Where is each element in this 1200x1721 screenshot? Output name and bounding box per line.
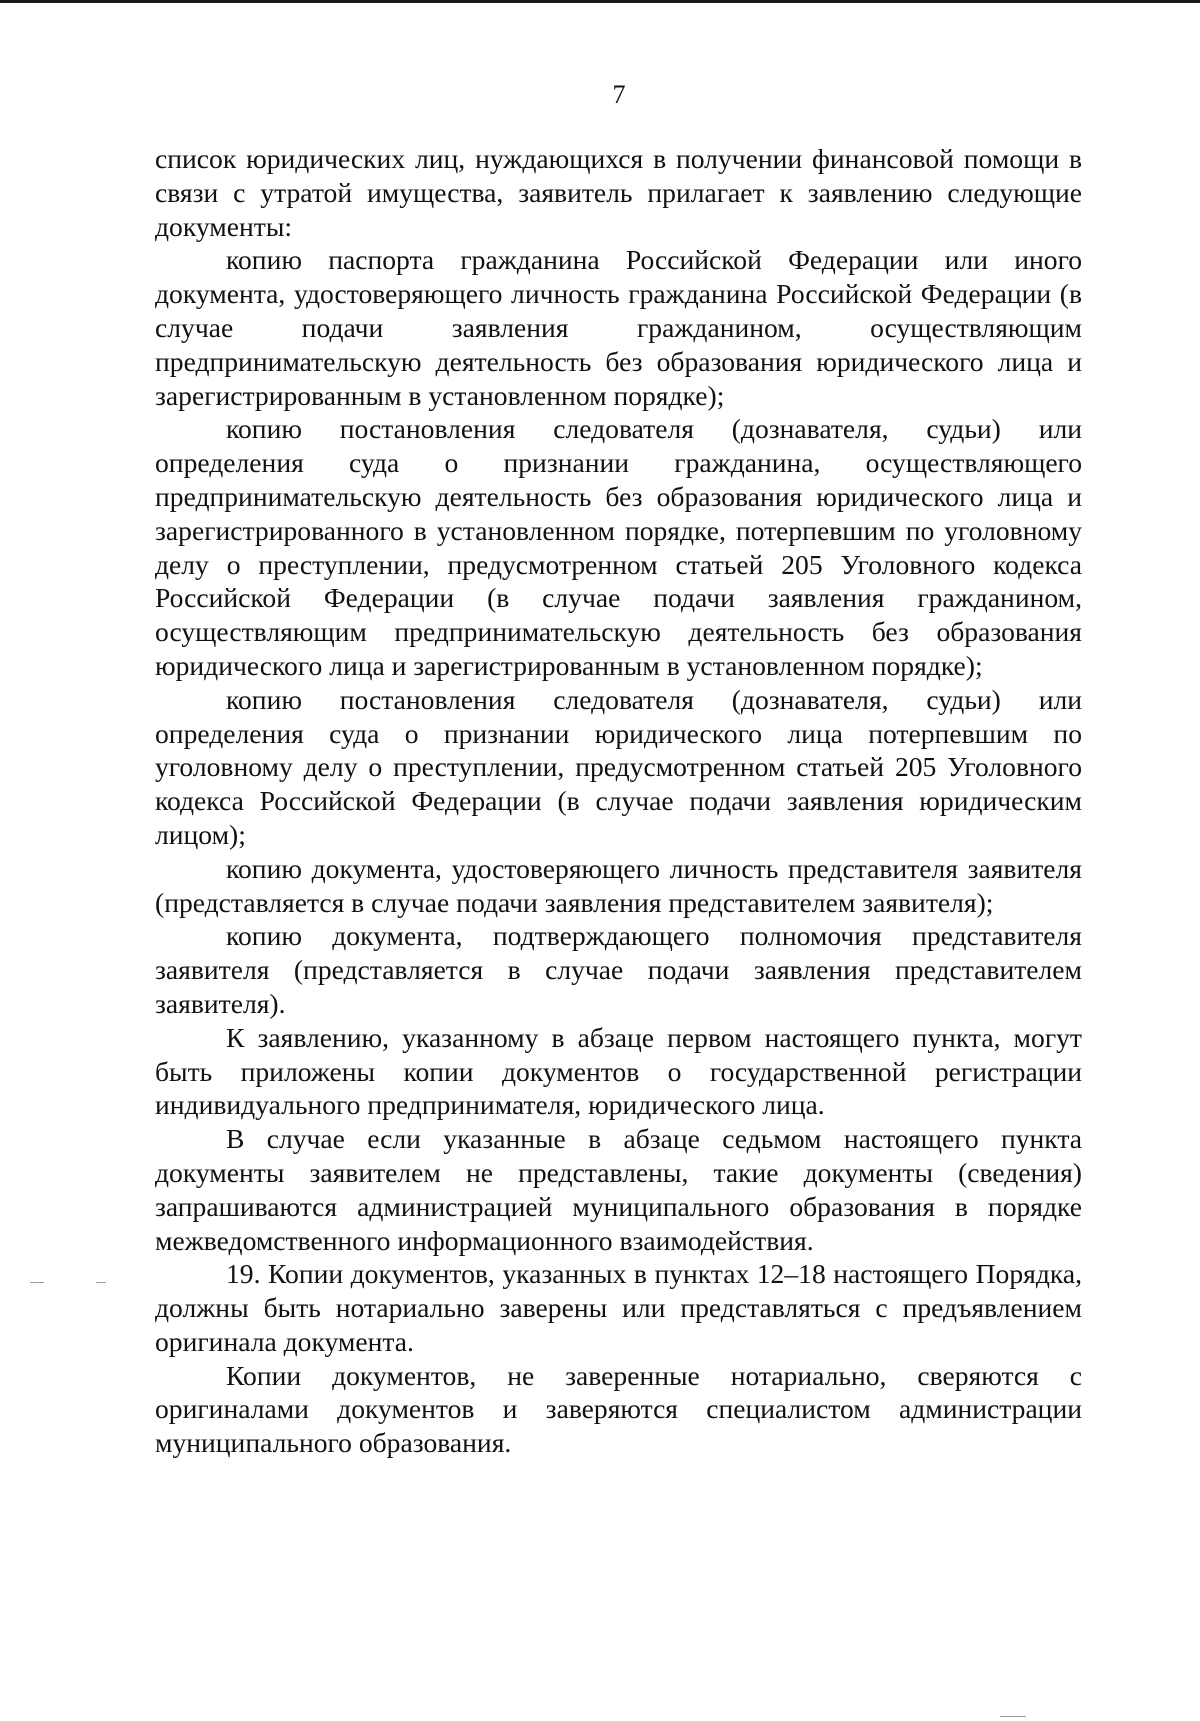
scan-speck: [30, 1282, 44, 1283]
paragraph-resolution-citizen: копию постановления следователя (дознавателя, судьи) или определения суда о признании гражданина, осуществляющего предпринимательскую деятельность без образования юридического лица и зарегистрированного в установленном порядке, потерпевшим по уголовному делу о преступлении, предусмотренном статьей 205 Уголовного кодекса Российской Федерации (в случае подачи заявления гражданином, осуществляющим предпринимательскую деятельность без образования юридического лица и зарегистрированным в установленном порядке);: [155, 413, 1082, 681]
paragraph-passport-copy: копию паспорта гражданина Российской Федерации или иного документа, удостоверяющего личность гражданина Российской Федерации (в случае подачи заявления гражданином, осуществляющим предпринимательскую деятельность без образования юридического лица и зарегистрированным в установленном порядке);: [155, 244, 1082, 411]
paragraph-resolution-legal-entity: копию постановления следователя (дознавателя, судьи) или определения суда о признании юридического лица потерпевшим по уголовному делу о преступлении, предусмотренном статьей 205 Уголовного кодекса Российской Федерации (в случае подачи заявления юридическим лицом);: [155, 683, 1082, 850]
paragraph-registration-copies: К заявлению, указанному в абзаце первом настоящего пункта, могут быть приложены копии документов о государственной регистрации индивидуального предпринимателя, юридического лица.: [155, 1021, 1082, 1121]
paragraph-continuation: список юридических лиц, нуждающихся в получении финансовой помощи в связи с утратой имущества, заявитель прилагает к заявлению следующие документы:: [155, 143, 1082, 242]
page-number: 7: [612, 80, 626, 109]
scan-speck: [1000, 1716, 1026, 1717]
paragraph-representative-authority: копию документа, подтверждающего полномочия представителя заявителя (представляется в случае подачи заявления представителем заявителя).: [155, 920, 1082, 1019]
document-body: [155, 142, 1082, 1460]
paragraph-interagency-request: В случае если указанные в абзаце седьмом настоящего пункта документы заявителем не представлены, такие документы (сведения) запрашиваются администрацией муниципального образования в порядке межведомственного информационного взаимодействия.: [155, 1123, 1082, 1256]
scan-top-border: [0, 0, 1200, 3]
paragraph-item-19: 19. Копии документов, указанных в пунктах 12–18 настоящего Порядка, должны быть нотариально заверены или представляться с предъявлением оригинала документа.: [155, 1258, 1082, 1357]
scan-speck: [96, 1282, 106, 1283]
paragraph-representative-id: копию документа, удостоверяющего личность представителя заявителя (представляется в случае подачи заявления представителем заявителя);: [155, 852, 1082, 918]
paragraph-verification: Копии документов, не заверенные нотариально, сверяются с оригиналами документов и заверяются специалистом администрации муниципального образования.: [155, 1359, 1082, 1459]
